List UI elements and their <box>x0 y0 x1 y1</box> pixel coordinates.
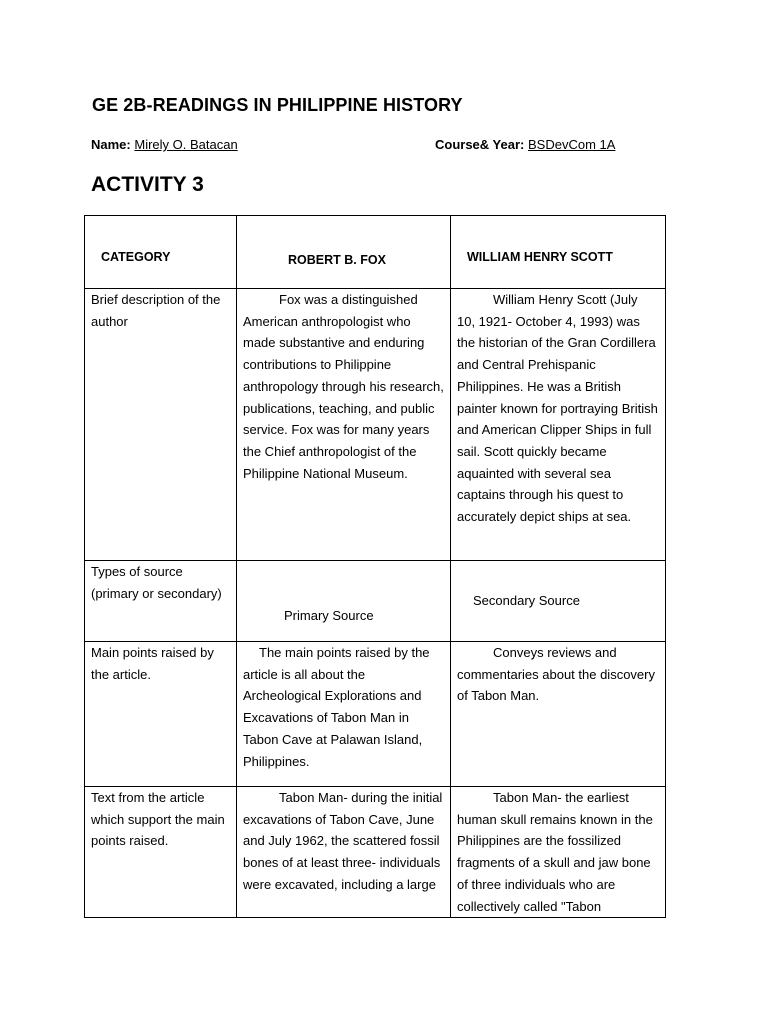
course-year-value: BSDevCom 1A <box>527 137 616 152</box>
header-scott: WILLIAM HENRY SCOTT <box>467 250 613 264</box>
header-fox: ROBERT B. FOX <box>288 253 386 267</box>
scott-text: Secondary Source <box>473 593 580 608</box>
header-cell-scott <box>451 216 666 289</box>
category-text: Main points raised by the article. <box>91 645 214 682</box>
fox-text: The main points raised by the article is all about the Archeological Explorations and Excavations of Tabon Man in Tabon Cave at Palawan Island, Philippines. <box>243 645 430 769</box>
category-cell <box>85 787 237 918</box>
category-cell <box>85 289 237 561</box>
course-year-line <box>435 137 615 152</box>
course-title: GE 2B-READINGS IN PHILIPPINE HISTORY <box>92 95 463 115</box>
fox-text: Fox was a distinguished American anthropologist who made substantive and enduring contributions to Philippine anthropology through his research, publications, teaching, and public service. Fox was for many years the Chief anthropologist of the Philippine National Museum. <box>243 292 444 481</box>
category-cell <box>85 561 237 642</box>
fox-text: Primary Source <box>284 608 374 623</box>
category-cell <box>85 642 237 787</box>
scott-cell <box>451 289 666 561</box>
scott-cell <box>451 642 666 787</box>
fox-cell <box>237 787 451 918</box>
fox-cell <box>237 642 451 787</box>
scott-cell <box>451 787 666 918</box>
table-row <box>85 787 666 918</box>
fox-text: Tabon Man- during the initial excavations of Tabon Cave, June and July 1962, the scattered fossil bones of at least three- individuals were excavated, including a large <box>243 790 443 892</box>
table-header-row <box>85 216 666 289</box>
scott-cell <box>451 561 666 642</box>
table-row <box>85 561 666 642</box>
name-label: Name: <box>91 137 131 152</box>
name-value: Mirely O. Batacan <box>134 137 238 152</box>
header-cell-fox <box>237 216 451 289</box>
category-text: Types of source (primary or secondary) <box>91 564 222 601</box>
scott-text: Conveys reviews and commentaries about the discovery of Tabon Man. <box>457 645 655 704</box>
category-text: Text from the article which support the main points raised. <box>91 790 225 849</box>
scott-text: William Henry Scott (July 10, 1921- October 4, 1993) was the historian of the Gran Cordillera and Central Prehispanic Philippines. He was a British painter known for portraying British and American Clipper Ships in full sail. Scott quickly became aquainted with several sea captains through his quest to accurately depict ships at sea. <box>457 292 658 525</box>
student-name-line <box>91 137 238 152</box>
header-cell-category <box>85 216 237 289</box>
table-row <box>85 289 666 561</box>
scott-text: Tabon Man- the earliest human skull remains known in the Philippines are the fossilized fragments of a skull and jaw bone of three individuals who are collectively called "Tabon <box>457 790 653 914</box>
fox-cell <box>237 561 451 642</box>
category-text: Brief description of the author <box>91 292 221 329</box>
activity-table <box>84 215 666 918</box>
activity-title: ACTIVITY 3 <box>91 173 204 196</box>
table-row <box>85 642 666 787</box>
course-year-label: Course& Year: <box>435 137 525 152</box>
fox-cell <box>237 289 451 561</box>
header-category: CATEGORY <box>101 250 171 264</box>
